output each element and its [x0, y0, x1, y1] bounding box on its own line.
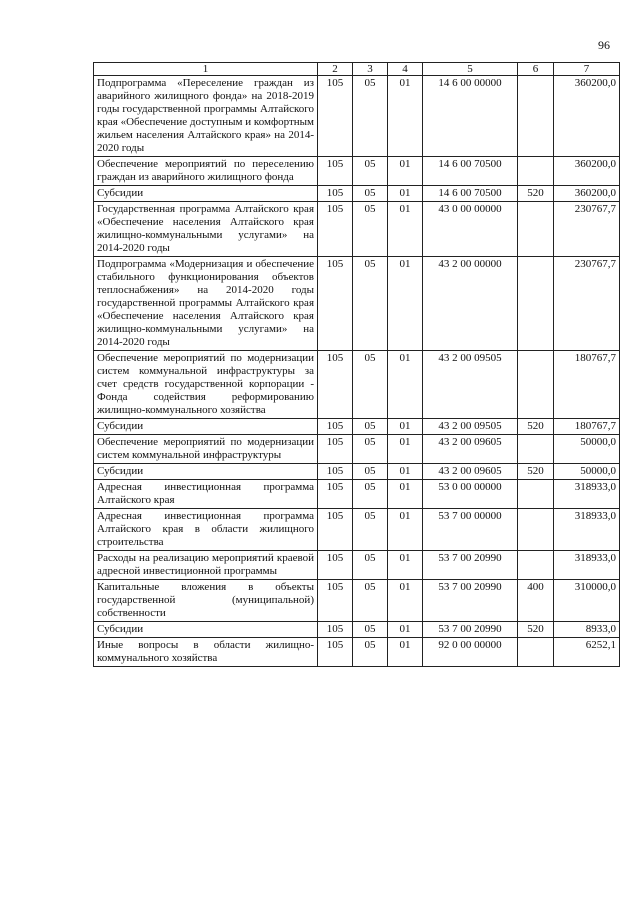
row-col-4: 01: [388, 351, 423, 419]
row-col-4: 01: [388, 580, 423, 622]
row-col-2: 105: [318, 157, 353, 186]
header-col-6: 6: [518, 63, 554, 76]
table-row: [94, 622, 620, 638]
table-row: [94, 551, 620, 580]
row-col-2: 105: [318, 638, 353, 667]
row-col-3: 05: [353, 76, 388, 157]
row-col-3: 05: [353, 202, 388, 257]
row-amount: 50000,0: [554, 435, 620, 464]
row-col-6: [518, 551, 554, 580]
table-row: [94, 351, 620, 419]
row-col-6: 400: [518, 580, 554, 622]
table-row: [94, 419, 620, 435]
row-col-2: 105: [318, 76, 353, 157]
row-col-5: 53 7 00 00000: [423, 509, 518, 551]
header-col-3: 3: [353, 63, 388, 76]
row-col-5: 53 0 00 00000: [423, 480, 518, 509]
header-col-4: 4: [388, 63, 423, 76]
row-col-2: 105: [318, 580, 353, 622]
row-amount: 230767,7: [554, 257, 620, 351]
table-row: [94, 435, 620, 464]
row-col-5: 14 6 00 70500: [423, 157, 518, 186]
row-amount: 180767,7: [554, 351, 620, 419]
row-col-2: 105: [318, 419, 353, 435]
row-col-3: 05: [353, 551, 388, 580]
row-col-4: 01: [388, 480, 423, 509]
row-amount: 180767,7: [554, 419, 620, 435]
row-col-2: 105: [318, 435, 353, 464]
row-col-6: 520: [518, 464, 554, 480]
row-col-6: 520: [518, 186, 554, 202]
row-amount: 318933,0: [554, 480, 620, 509]
row-amount: 310000,0: [554, 580, 620, 622]
header-col-2: 2: [318, 63, 353, 76]
table-row: [94, 257, 620, 351]
table-row: [94, 480, 620, 509]
row-col-5: 43 2 00 09505: [423, 351, 518, 419]
row-col-2: 105: [318, 351, 353, 419]
row-col-4: 01: [388, 464, 423, 480]
row-name: Субсидии: [94, 186, 318, 202]
row-col-4: 01: [388, 186, 423, 202]
row-amount: 360200,0: [554, 186, 620, 202]
table-row: [94, 186, 620, 202]
row-col-6: 520: [518, 622, 554, 638]
row-col-2: 105: [318, 202, 353, 257]
row-col-5: 14 6 00 70500: [423, 186, 518, 202]
row-col-6: [518, 257, 554, 351]
row-name: Субсидии: [94, 622, 318, 638]
row-name: Иные вопросы в области жилищно-коммунального хозяйства: [94, 638, 318, 667]
page-number: 96: [598, 38, 610, 52]
row-amount: 230767,7: [554, 202, 620, 257]
row-col-3: 05: [353, 580, 388, 622]
row-col-5: 43 2 00 00000: [423, 257, 518, 351]
budget-table: [93, 62, 620, 667]
row-col-5: 53 7 00 20990: [423, 580, 518, 622]
row-col-3: 05: [353, 419, 388, 435]
row-col-2: 105: [318, 464, 353, 480]
row-col-3: 05: [353, 464, 388, 480]
row-col-3: 05: [353, 435, 388, 464]
row-name: Обеспечение мероприятий по переселению граждан из аварийного жилищного фонда: [94, 157, 318, 186]
row-col-2: 105: [318, 480, 353, 509]
row-col-5: 43 0 00 00000: [423, 202, 518, 257]
row-col-2: 105: [318, 509, 353, 551]
row-col-6: [518, 480, 554, 509]
table-row: [94, 202, 620, 257]
row-amount: 318933,0: [554, 551, 620, 580]
row-amount: 8933,0: [554, 622, 620, 638]
row-col-3: 05: [353, 257, 388, 351]
row-col-5: 92 0 00 00000: [423, 638, 518, 667]
row-col-6: [518, 157, 554, 186]
row-name: Субсидии: [94, 464, 318, 480]
row-name: Подпрограмма «Модернизация и обеспечение стабильного функционирования объектов теплоснабжения» на 2014-2020 годы государственной программы Алтайского края «Обеспечение населения Алтайского края жилищно-коммунальными услугами» на 2014-2020 годы: [94, 257, 318, 351]
row-col-6: 520: [518, 419, 554, 435]
header-col-5: 5: [423, 63, 518, 76]
row-name: Обеспечение мероприятий по модернизации систем коммунальной инфраструктуры за счет средств государственной корпорации - Фонда содействия реформированию жилищно-коммунального хозяйства: [94, 351, 318, 419]
row-amount: 360200,0: [554, 157, 620, 186]
row-col-2: 105: [318, 186, 353, 202]
row-col-4: 01: [388, 435, 423, 464]
row-name: Расходы на реализацию мероприятий краевой адресной инвестиционной программы: [94, 551, 318, 580]
row-name: Капитальные вложения в объекты государственной (муниципальной) собственности: [94, 580, 318, 622]
row-col-2: 105: [318, 622, 353, 638]
table-row: [94, 464, 620, 480]
row-name: Субсидии: [94, 419, 318, 435]
row-col-5: 53 7 00 20990: [423, 551, 518, 580]
row-col-6: [518, 202, 554, 257]
row-amount: 6252,1: [554, 638, 620, 667]
header-col-1: 1: [94, 63, 318, 76]
row-col-2: 105: [318, 551, 353, 580]
row-col-4: 01: [388, 622, 423, 638]
table-row: [94, 157, 620, 186]
row-col-3: 05: [353, 157, 388, 186]
row-name: Обеспечение мероприятий по модернизации систем коммунальной инфраструктуры: [94, 435, 318, 464]
row-col-3: 05: [353, 638, 388, 667]
row-col-5: 43 2 00 09605: [423, 435, 518, 464]
row-name: Подпрограмма «Переселение граждан из аварийного жилищного фонда» на 2018-2019 годы государственной программы Алтайского края «Обеспечение доступным и комфортным жильем населения Алтайского края» на 2014-2020 годы: [94, 76, 318, 157]
row-col-4: 01: [388, 202, 423, 257]
row-col-6: [518, 76, 554, 157]
row-amount: 50000,0: [554, 464, 620, 480]
row-col-4: 01: [388, 419, 423, 435]
row-col-6: [518, 351, 554, 419]
row-col-5: 43 2 00 09505: [423, 419, 518, 435]
row-amount: 318933,0: [554, 509, 620, 551]
row-col-3: 05: [353, 480, 388, 509]
row-amount: 360200,0: [554, 76, 620, 157]
row-col-4: 01: [388, 551, 423, 580]
table-row: [94, 580, 620, 622]
row-name: Адресная инвестиционная программа Алтайского края: [94, 480, 318, 509]
row-col-6: [518, 509, 554, 551]
header-col-7: 7: [554, 63, 620, 76]
row-col-6: [518, 435, 554, 464]
row-col-5: 14 6 00 00000: [423, 76, 518, 157]
row-col-3: 05: [353, 622, 388, 638]
row-col-4: 01: [388, 76, 423, 157]
row-col-5: 43 2 00 09605: [423, 464, 518, 480]
row-col-4: 01: [388, 509, 423, 551]
table-row: [94, 638, 620, 667]
row-col-3: 05: [353, 186, 388, 202]
row-name: Адресная инвестиционная программа Алтайского края в области жилищного строительства: [94, 509, 318, 551]
table-row: [94, 509, 620, 551]
row-name: Государственная программа Алтайского края «Обеспечение населения Алтайского края жилищно-коммунальными услугами» на 2014-2020 годы: [94, 202, 318, 257]
row-col-6: [518, 638, 554, 667]
row-col-4: 01: [388, 638, 423, 667]
row-col-2: 105: [318, 257, 353, 351]
header-row: [94, 63, 620, 76]
row-col-3: 05: [353, 351, 388, 419]
row-col-4: 01: [388, 157, 423, 186]
row-col-4: 01: [388, 257, 423, 351]
row-col-3: 05: [353, 509, 388, 551]
row-col-5: 53 7 00 20990: [423, 622, 518, 638]
table-row: [94, 76, 620, 157]
